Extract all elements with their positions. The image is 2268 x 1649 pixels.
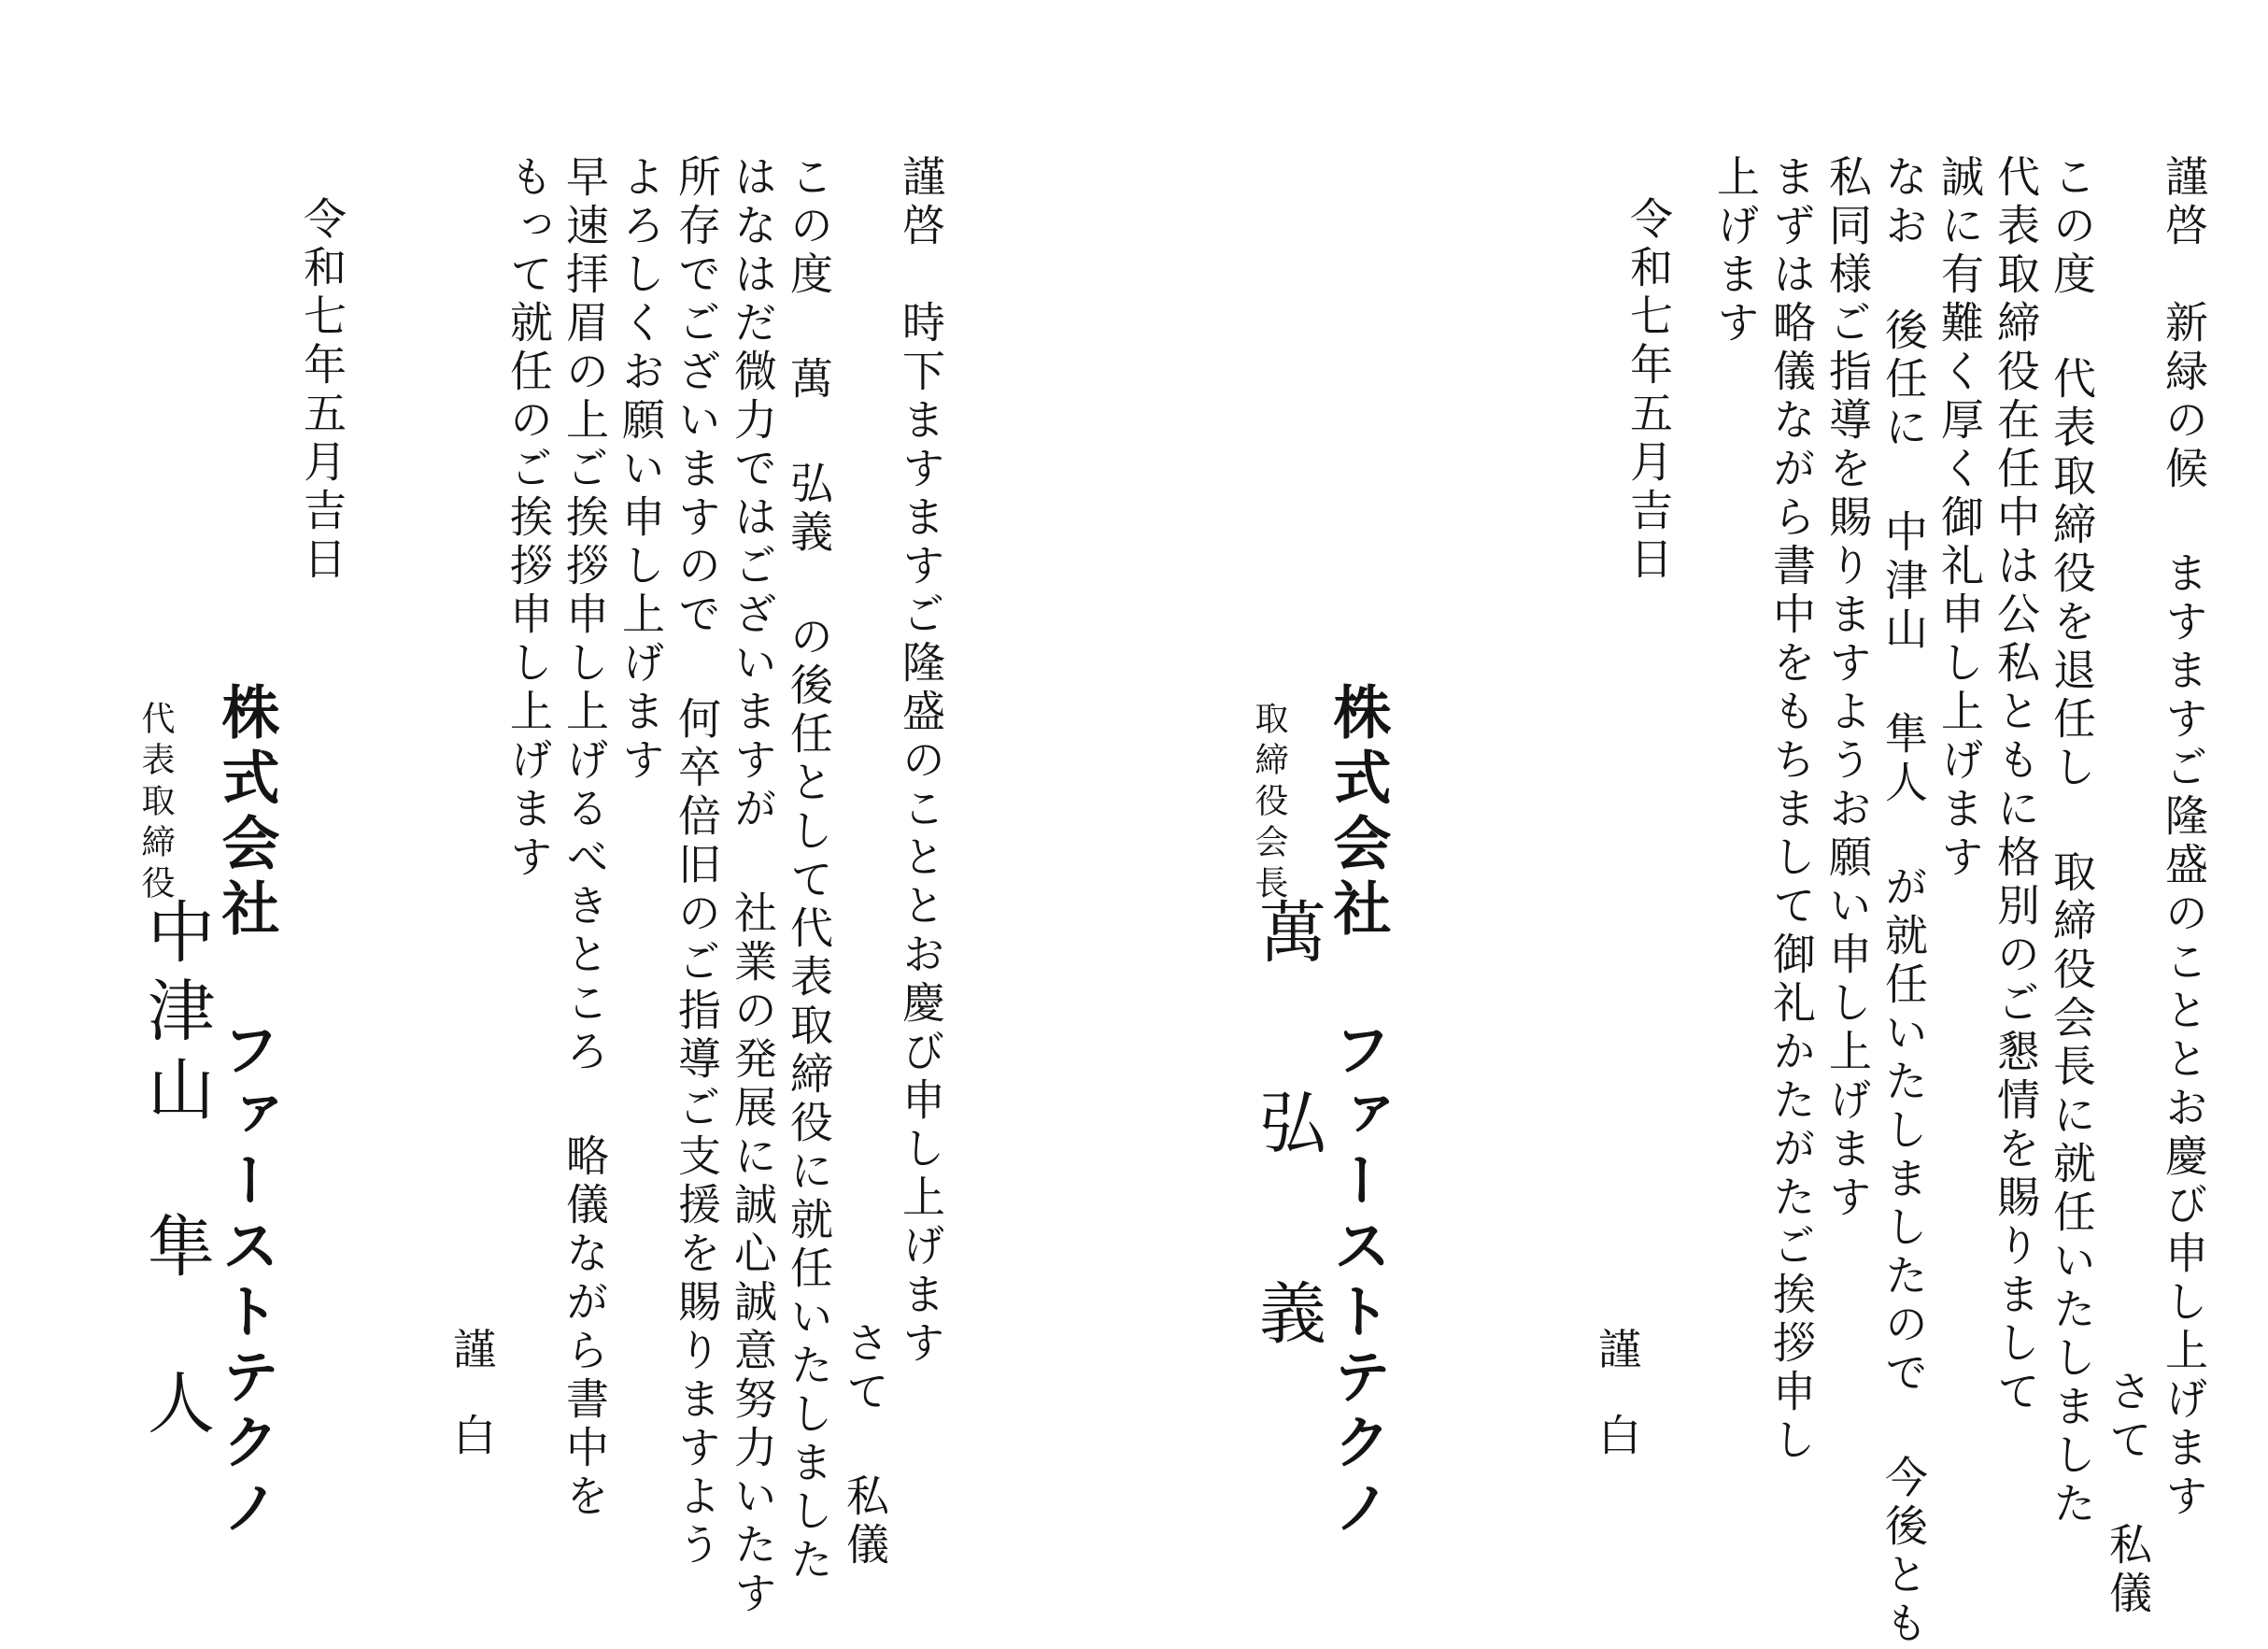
left-letter-line-2: さて 私儀 — [840, 154, 890, 1571]
left-letter-line-4: はなはだ微力ではございますが 社業の発展に誠心誠意努力いたす — [728, 154, 778, 1619]
left-letter-closing: 謹 白 — [447, 1327, 497, 1456]
left-letter-signatory-name: 中津山 隼 人 — [136, 897, 215, 1446]
right-letter-closing: 謹 白 — [1592, 1327, 1642, 1456]
left-letter-line-8: もって就任のご挨拶申し上げます — [503, 154, 554, 883]
right-letter-line-2: さて 私儀 — [2103, 154, 2153, 1619]
left-letter-company: 株式会社 ファーストテクノ — [212, 682, 280, 1542]
left-letter-line-1: 謹啓 時下ますますご隆盛のこととお慶び申し上げます — [896, 154, 946, 1369]
right-letter-line-9: 上げます — [1710, 154, 1761, 348]
right-letter-line-1: 謹啓 新緑の候 ますますご隆盛のこととお慶び申し上げます — [2159, 154, 2209, 1522]
right-letter-line-4: 代表取締役在任中は公私ともに格別のご懇情を賜りまして — [1991, 154, 2041, 1417]
left-letter-line-3: この度 萬 弘義 の後任として代表取締役に就任いたしました — [784, 154, 834, 1585]
left-letter-line-6: よろしくお願い申し上げます — [616, 154, 666, 786]
right-letter-line-6: なお 後任に 中津山 隼人 が就任いたしましたので 今後とも — [1878, 154, 1929, 1649]
left-letter-date: 令和七年五月吉日 — [297, 196, 347, 585]
left-letter-title: 代表取締役 — [136, 701, 175, 906]
right-letter-line-5: 誠に有難く厚く御礼申し上げます — [1935, 154, 1985, 883]
left-letter-line-5: 所存でございますので 何卒倍旧のご指導ご支援を賜りますよう — [672, 154, 722, 1571]
right-letter-company: 株式会社 ファーストテクノ — [1324, 682, 1392, 1542]
right-letter-line-7: 私同様ご指導を賜りますようお願い申し上げます — [1822, 154, 1873, 1223]
right-letter-line-8: まずは略儀ながら書中をもちまして御礼かたがたご挨拶申し — [1766, 154, 1817, 1466]
right-letter-line-3: この度 代表取締役を退任し 取締役会長に就任いたしました — [2047, 154, 2097, 1529]
left-letter-line-7: 早速拝眉の上ご挨拶申し上げるべきところ 略儀ながら書中を — [560, 154, 610, 1522]
right-letter-date: 令和七年五月吉日 — [1623, 196, 1674, 585]
right-letter-title: 取締役会長 — [1250, 701, 1288, 906]
right-letter-signatory-name: 萬 弘 義 — [1248, 897, 1326, 1373]
